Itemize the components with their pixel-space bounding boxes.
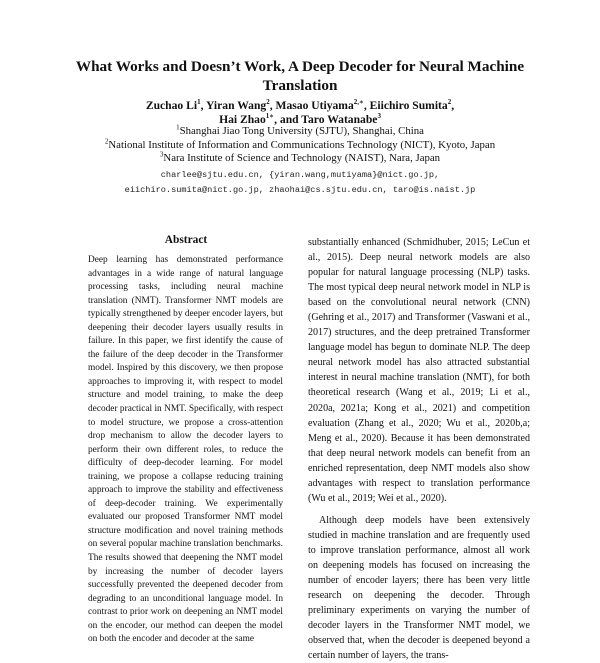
author-sup: 2,∗: [353, 98, 364, 107]
abstract-text: Deep learning has demonstrated performance advantages in a wide range of natural language processing tasks, including neural machine translation (NMT). Transformer NMT models are typically strengthened by deeper encoder layers, but deepening their decoder layers usually results in failure. In this paper, we first identify the cause of the failure of the deep decoder in the Transformer model. Inspired by this discovery, we then propose approaches to improving it, with respect to model structure and model training, to make the deep decoder practical in NMT. Specifically, with respect to model structure, we propose a cross-attention drop mechanism to allow the decoder layers to perform their own different roles, to reduce the difficulty of deep-decoder learning. For model training, we propose a collapse reducing training approach to improve the stability and effectiveness of deep-decoder training. We experimentally evaluated our proposed Transformer NMT model structure modification and novel training methods on several popular machine translation benchmarks. The results showed that deepening the NMT model by increasing the number of decoder layers successfully prevented the deepened decoder from degrading to an unconditional language model. In contrast to prior work on deepening an NMT model on the encoder, our method can deepen the model on both the encoder and decoder at the same: [88, 255, 283, 645]
body-paragraph: Although deep models have been extensively studied in machine translation and are frequently used to improve translation performance, almost all work on deepening models has focused on increasing the number of encoder layers; there has been very little research on deepening the decoder. Through preliminary experiments on varying the number of decoder layers in the Transformer NMT model, we observed that, when the decoder is deepened beyond a certain number of layers, the trans-: [308, 514, 530, 662]
author-line-2: Hai Zhao$^{1∗}$, and Taro Watanabe$^3$: [219, 112, 381, 126]
email-list: [40, 168, 560, 198]
author-name: and Taro Watanabe: [279, 113, 378, 126]
affiliation: [40, 125, 560, 139]
author-name: Masao Utiyama: [275, 99, 354, 112]
author-name: Yiran Wang: [205, 99, 267, 112]
body-column-right: [308, 235, 530, 663]
affiliation-text: Shanghai Jiao Tong University (SJTU), Shanghai, China: [179, 125, 424, 137]
author-name: Hai Zhao: [219, 113, 266, 126]
author-sup: 1: [197, 98, 201, 107]
affiliation: [40, 152, 560, 166]
body-paragraph: substantially enhanced (Schmidhuber, 2015; LeCun et al., 2015). Deep neural network models are also popular for natural language processing (NLP) tasks. The most typical deep neural network model in NLP is based on the convolutional neural network (CNN) (Gehring et al., 2017) and Transformer (Vaswani et al., 2017) structures, and the deep pretrained Transformer language model has begun to dominate NLP. The deep neural network model has also attracted substantial interest in neural machine translation (NMT), for both theoretical research (Wang et al., 2019; Li et al., 2020a, 2021a; Kong et al., 2021) and competition evaluation (Zhang et al., 2020; Wu et al., 2020b,a; Meng et al., 2020). Because it has been demonstrated that deep neural network models can benefit from an enriched representation, deep NMT models also show advantages with respect to translation performance (Wu et al., 2019; Wei et al., 2020).: [308, 237, 530, 504]
affiliation-sup: 1: [176, 123, 180, 132]
email-line-1: charlee@sjtu.edu.cn, {yiran.wang,mutiyama}@nict.go.jp,: [160, 170, 440, 180]
author-sup: 1∗: [265, 112, 275, 121]
paper-title: What Works and Doesn’t Work, A Deep Decoder for Neural Machine Translation: [75, 58, 525, 94]
author-name: Eiichiro Sumita: [369, 99, 448, 112]
author-sup: 2: [266, 98, 270, 107]
author-list: [60, 99, 540, 127]
author-name: Zuchao Li: [145, 99, 198, 112]
affiliation-list: [40, 125, 560, 166]
affiliation: [40, 136, 560, 153]
abstract-heading: Abstract: [164, 234, 208, 246]
affiliation-text: National Institute of Information and Communications Technology (NICT), Kyoto, Japan: [108, 138, 496, 151]
affiliation-text: Nara Institute of Science and Technology (NAIST), Nara, Japan: [163, 152, 441, 164]
affiliation-sup: 2: [104, 136, 109, 145]
author-line-1: Zuchao Li$^1$, Yiran Wang$^2$, Masao Utiyama$^{2,∗}$, Eiichiro Sumita$^2$,: [145, 98, 455, 112]
affiliation-sup: 3: [159, 150, 164, 159]
author-sup: 3: [377, 112, 381, 121]
author-sup: 2: [447, 98, 452, 107]
email-line-2: eiichiro.sumita@nict.go.jp, zhaohai@cs.sjtu.edu.cn, taro@is.naist.jp: [124, 185, 476, 195]
